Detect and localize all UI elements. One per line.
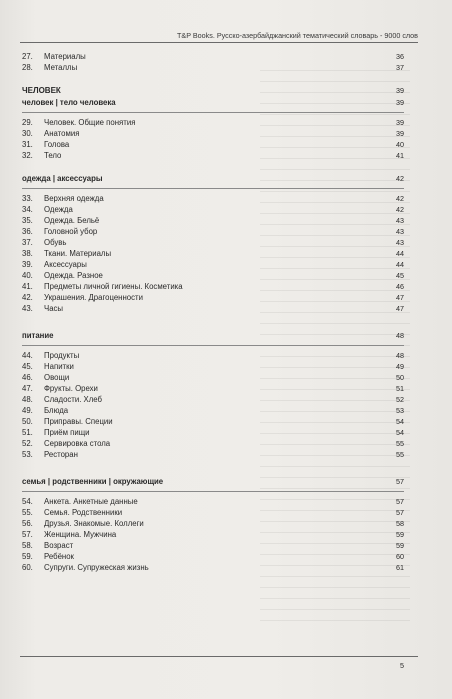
entry-page: 52 (396, 395, 404, 404)
entry-title: Анатомия (44, 129, 80, 138)
toc-entry[interactable] (22, 248, 404, 259)
entry-number: 45. (22, 362, 33, 371)
entry-title: Возраст (44, 541, 74, 550)
entry-page: 41 (396, 151, 404, 160)
section-divider (22, 345, 404, 346)
toc-entry[interactable] (22, 496, 404, 507)
section-page: 57 (396, 477, 404, 486)
toc-group-semya (22, 496, 404, 573)
entry-title: Верхняя одежда (44, 194, 104, 203)
toc-entry[interactable] (22, 350, 404, 361)
toc-entry[interactable] (22, 507, 404, 518)
entry-page: 48 (396, 351, 404, 360)
entry-number: 30. (22, 129, 33, 138)
section-title: семья | родственники | окружающие (22, 477, 164, 486)
toc-entry[interactable] (22, 449, 404, 460)
toc-entry[interactable] (22, 438, 404, 449)
entry-title: Овощи (44, 373, 70, 382)
entry-page: 55 (396, 450, 404, 459)
toc-entry[interactable] (22, 361, 404, 372)
entry-page: 44 (396, 260, 404, 269)
toc-entry[interactable] (22, 540, 404, 551)
toc-entry[interactable] (22, 226, 404, 237)
entry-title: Материалы (44, 52, 86, 61)
toc-entry[interactable] (22, 518, 404, 529)
entry-number: 32. (22, 151, 33, 160)
entry-number: 53. (22, 450, 33, 459)
entry-page: 50 (396, 373, 404, 382)
toc-section-heading[interactable] (22, 97, 404, 109)
entry-page: 40 (396, 140, 404, 149)
entry-number: 35. (22, 216, 33, 225)
entry-number: 39. (22, 260, 33, 269)
section-title: одежда | аксессуары (22, 174, 103, 183)
entry-number: 58. (22, 541, 33, 550)
entry-title: Приправы. Специи (44, 417, 113, 426)
toc-section-heading[interactable] (22, 476, 404, 488)
entry-page: 55 (396, 439, 404, 448)
toc-entry[interactable] (22, 128, 404, 139)
entry-title: Продукты (44, 351, 80, 360)
entry-page: 57 (396, 508, 404, 517)
toc-entry[interactable] (22, 150, 404, 161)
entry-title: Ресторан (44, 450, 78, 459)
toc-entry[interactable] (22, 427, 404, 438)
entry-page: 36 (396, 52, 404, 61)
entry-title: Одежда (44, 205, 73, 214)
entry-number: 46. (22, 373, 33, 382)
entry-page: 43 (396, 238, 404, 247)
entry-page: 61 (396, 563, 404, 572)
entry-page: 43 (396, 216, 404, 225)
entry-title: Анкета. Анкетные данные (44, 497, 138, 506)
entry-number: 33. (22, 194, 33, 203)
entry-number: 43. (22, 304, 33, 313)
entry-title: Друзья. Знакомые. Коллеги (44, 519, 144, 528)
page-number: 5 (400, 661, 404, 670)
entry-title: Одежда. Бельё (44, 216, 100, 225)
entry-page: 58 (396, 519, 404, 528)
entry-number: 59. (22, 552, 33, 561)
toc-entry[interactable] (22, 562, 404, 573)
toc-entry[interactable] (22, 372, 404, 383)
entry-title: Ткани. Материалы (44, 249, 112, 258)
section-divider (22, 112, 404, 113)
toc-entry[interactable] (22, 139, 404, 150)
toc-entry[interactable] (22, 117, 404, 128)
toc-entry[interactable] (22, 529, 404, 540)
part-title: ЧЕЛОВЕК (22, 86, 61, 95)
entry-page: 59 (396, 541, 404, 550)
entry-page: 43 (396, 227, 404, 236)
entry-title: Тело (44, 151, 62, 160)
entry-number: 41. (22, 282, 33, 291)
toc-group-odezhda (22, 193, 404, 314)
entry-page: 46 (396, 282, 404, 291)
entry-number: 60. (22, 563, 33, 572)
toc-part-heading[interactable] (22, 85, 404, 97)
section-divider (22, 491, 404, 492)
entry-page: 42 (396, 205, 404, 214)
entry-number: 38. (22, 249, 33, 258)
entry-title: Обувь (44, 238, 67, 247)
section-page: 39 (396, 98, 404, 107)
entry-title: Украшения. Драгоценности (44, 293, 143, 302)
entry-number: 42. (22, 293, 33, 302)
entry-number: 50. (22, 417, 33, 426)
entry-title: Напитки (44, 362, 74, 371)
toc-group-pitanie (22, 350, 404, 460)
toc-entry[interactable] (22, 292, 404, 303)
toc-entry[interactable] (22, 394, 404, 405)
toc-entry[interactable] (22, 416, 404, 427)
toc-entry[interactable] (22, 193, 404, 204)
entry-number: 56. (22, 519, 33, 528)
toc-entry[interactable] (22, 270, 404, 281)
entry-title: Сладости. Хлеб (44, 395, 103, 404)
section-title: человек | тело человека (22, 98, 116, 107)
entry-title: Сервировка стола (44, 439, 111, 448)
entry-number: 48. (22, 395, 33, 404)
entry-page: 39 (396, 129, 404, 138)
entry-page: 44 (396, 249, 404, 258)
entry-page: 45 (396, 271, 404, 280)
toc-entry[interactable] (22, 281, 404, 292)
toc-entry[interactable] (22, 51, 404, 62)
entry-title: Женщина. Мужчина (44, 530, 117, 539)
entry-title: Человек. Общие понятия (44, 118, 136, 127)
entry-number: 54. (22, 497, 33, 506)
entry-page: 37 (396, 63, 404, 72)
entry-number: 49. (22, 406, 33, 415)
section-page: 48 (396, 331, 404, 340)
entry-title: Фрукты. Орехи (44, 384, 98, 393)
toc-group-telo (22, 117, 404, 161)
entry-title: Одежда. Разное (44, 271, 103, 280)
entry-title: Аксессуары (44, 260, 87, 269)
entry-title: Ребёнок (44, 552, 74, 561)
entry-page: 60 (396, 552, 404, 561)
running-header: T&P Books. Русско-азербайджанский тематический словарь - 9000 слов (177, 31, 418, 40)
table-of-contents (22, 51, 404, 573)
entry-number: 31. (22, 140, 33, 149)
toc-group-top (22, 51, 404, 73)
part-page: 39 (396, 86, 404, 95)
entry-number: 37. (22, 238, 33, 247)
entry-number: 44. (22, 351, 33, 360)
header-rule (20, 42, 418, 43)
entry-page: 51 (396, 384, 404, 393)
entry-number: 34. (22, 205, 33, 214)
entry-title: Часы (44, 304, 64, 313)
entry-page: 49 (396, 362, 404, 371)
entry-number: 29. (22, 118, 33, 127)
entry-page: 47 (396, 304, 404, 313)
toc-entry[interactable] (22, 62, 404, 73)
entry-number: 47. (22, 384, 33, 393)
entry-title: Супруги. Супружеская жизнь (44, 563, 149, 572)
toc-section-heading[interactable] (22, 330, 404, 342)
entry-page: 47 (396, 293, 404, 302)
entry-title: Головной убор (44, 227, 98, 236)
entry-title: Предметы личной гигиены. Косметика (44, 282, 183, 291)
entry-page: 42 (396, 194, 404, 203)
footer-rule (20, 656, 418, 657)
entry-page: 39 (396, 118, 404, 127)
entry-number: 51. (22, 428, 33, 437)
entry-number: 40. (22, 271, 33, 280)
toc-entry[interactable] (22, 215, 404, 226)
toc-entry[interactable] (22, 303, 404, 314)
entry-page: 53 (396, 406, 404, 415)
entry-number: 57. (22, 530, 33, 539)
toc-entry[interactable] (22, 405, 404, 416)
entry-page: 59 (396, 530, 404, 539)
entry-title: Металлы (44, 63, 78, 72)
entry-title: Приём пищи (44, 428, 90, 437)
entry-number: 28. (22, 63, 33, 72)
entry-number: 55. (22, 508, 33, 517)
toc-entry[interactable] (22, 259, 404, 270)
toc-entry[interactable] (22, 204, 404, 215)
section-page: 42 (396, 174, 404, 183)
toc-entry[interactable] (22, 383, 404, 394)
entry-page: 57 (396, 497, 404, 506)
entry-title: Семья. Родственники (44, 508, 123, 517)
toc-entry[interactable] (22, 551, 404, 562)
entry-number: 27. (22, 52, 33, 61)
toc-section-heading[interactable] (22, 173, 404, 185)
entry-page: 54 (396, 428, 404, 437)
entry-page: 54 (396, 417, 404, 426)
entry-number: 52. (22, 439, 33, 448)
section-divider (22, 188, 404, 189)
entry-number: 36. (22, 227, 33, 236)
toc-entry[interactable] (22, 237, 404, 248)
section-title: питание (22, 331, 54, 340)
entry-title: Блюда (44, 406, 69, 415)
entry-title: Голова (44, 140, 70, 149)
